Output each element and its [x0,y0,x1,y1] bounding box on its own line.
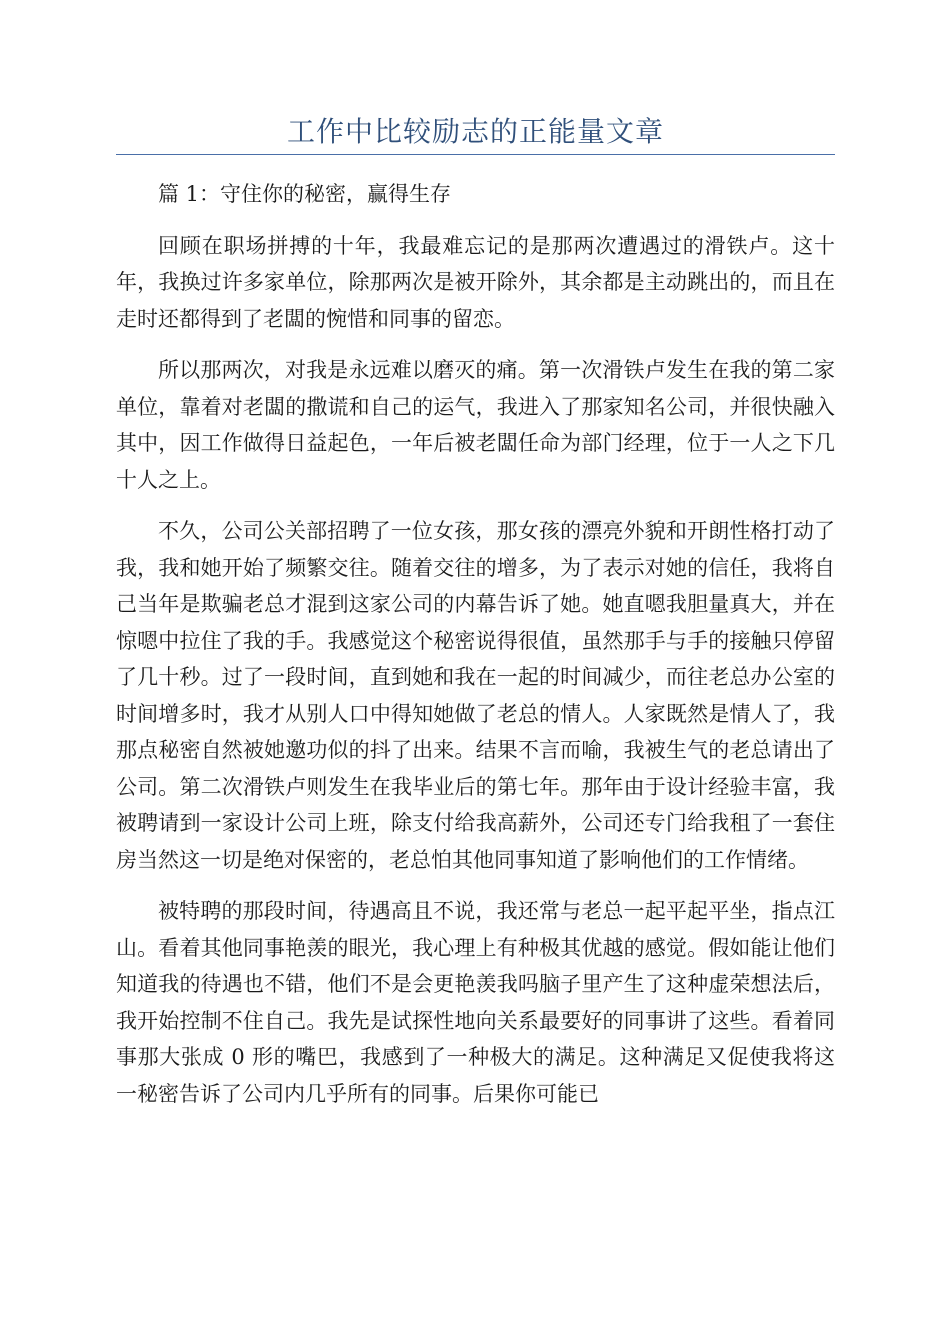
paragraph-1: 回顾在职场拼搏的十年，我最难忘记的是那两次遭遇过的滑铁卢。这十年，我换过许多家单位，除那两次是被开除外，其余都是主动跳出的，而且在走时还都得到了老闆的惋惜和同事的留恋。 [116,233,835,331]
paragraph-2: 所以那两次，对我是永远难以磨灭的痛。第一次滑铁卢发生在我的第二家单位，靠着对老闆的撒谎和自己的运气，我进入了那家知名公司，并很快融入其中，因工作做得日益起色，一年后被老闆任命为部门经理，位于一人之下几十人之上。 [116,358,835,492]
section-heading: 篇 1：守住你的秘密，赢得生存 [158,182,452,206]
paragraph-4: 被特聘的那段时间，待遇高且不说，我还常与老总一起平起平坐，指点江山。看着其他同事艳羡的眼光，我心理上有种极其优越的感觉。假如能让他们知道我的待遇也不错，他们不是会更艳羡我吗脑子里产生了这种虚荣想法后，我开始控制不住自己。我先是试探性地向关系最要好的同事讲了这些。看着同事那大张成 0 形的嘴巴，我感到了一种极大的满足。这种满足又促使我将这一秘密告诉了公司内几乎所有的同事。后果你可能已 [116,899,835,1106]
title-underline [116,154,835,155]
document-title: 工作中比较励志的正能量文章 [286,115,664,148]
document-body [116,176,835,1127]
paragraph-3: 不久，公司公关部招聘了一位女孩，那女孩的漂亮外貌和开朗性格打动了我，我和她开始了频繁交往。随着交往的增多，为了表示对她的信任，我将自己当年是欺骗老总才混到这家公司的内幕告诉了她。她直嗯我胆量真大，并在惊嗯中拉住了我的手。我感觉这个秘密说得很值，虽然那手与手的接触只停留了几十秒。过了一段时间，直到她和我在一起的时间减少，而往老总办公室的时间增多时，我才从别人口中得知她做了老总的情人。人家既然是情人了，我那点秘密自然被她邀功似的抖了出来。结果不言而喻，我被生气的老总请出了公司。第二次滑铁卢则发生在我毕业后的第七年。那年由于设计经验丰富，我被聘请到一家设计公司上班，除支付给我高薪外，公司还专门给我租了一套住房当然这一切是绝对保密的，老总怕其他同事知道了影响他们的工作情绪。 [116,519,835,872]
